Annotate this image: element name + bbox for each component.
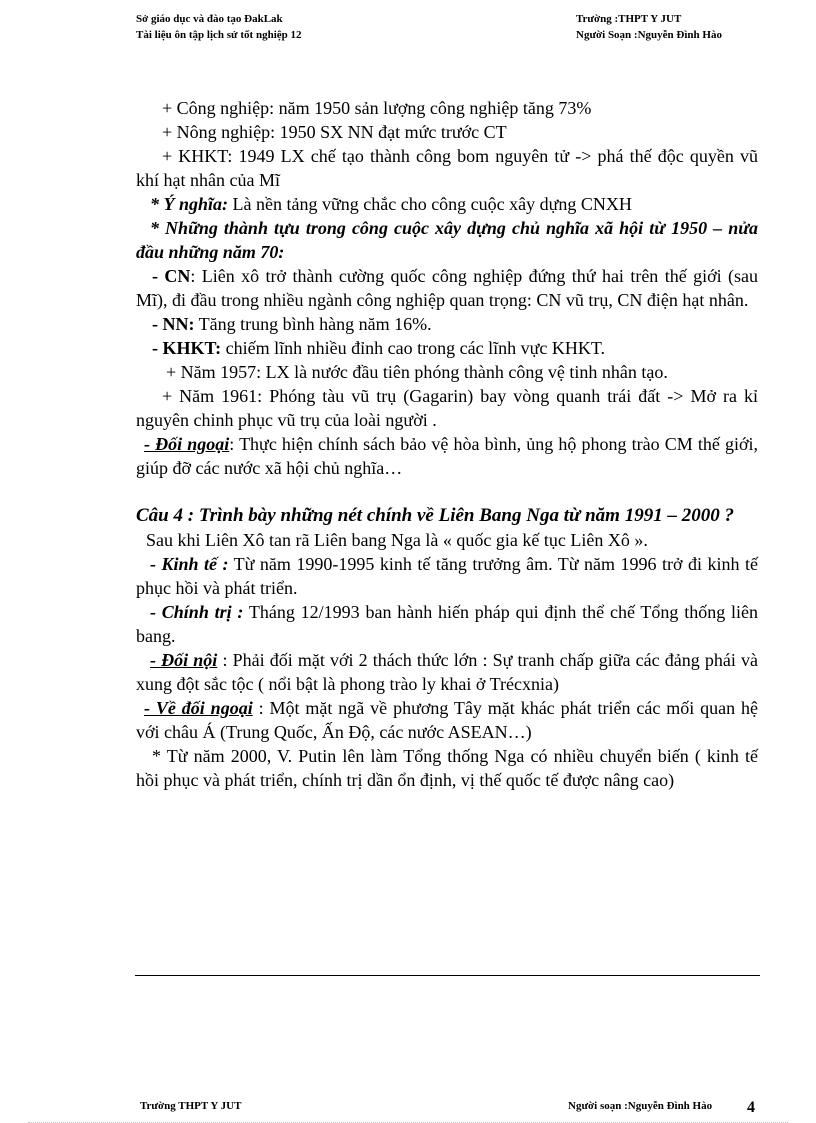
label-khkt: - KHKT: <box>152 338 222 358</box>
paragraph-1957: + Năm 1957: LX là nước đầu tiên phóng thành công vệ tinh nhân tạo. <box>166 362 668 382</box>
header-right <box>576 11 722 43</box>
label-foreign-relations: - Về đối ngoại <box>144 698 253 718</box>
paragraph-putin: * Từ năm 2000, V. Putin lên làm Tổng thống Nga có nhiều chuyển biến ( kinh tế hồi phục và phát triển, chính trị dần ổn định, vị thế quốc tế được nâng cao) <box>136 746 758 790</box>
heading-achievements: * Những thành tựu trong công cuộc xây dựng chủ nghĩa xã hội từ 1950 – nửa đầu những năm 70: <box>136 218 758 262</box>
label-significance: * Ý nghĩa: <box>150 194 229 214</box>
paragraph-science-1949: + KHKT: 1949 LX chế tạo thành công bom nguyên tử -> phá thế độc quyền vũ khí hạt nhân của Mĩ <box>136 146 758 190</box>
paragraph-foreign-relations <box>136 696 758 744</box>
text-politics: Tháng 12/1993 ban hành hiến pháp qui định thể chế Tổng thống liên bang. <box>136 602 758 646</box>
text-foreign-policy: : Thực hiện chính sách bảo vệ hòa bình, ủng hộ phong trào CM thế giới, giúp đỡ các nước xã hội chủ nghĩa… <box>136 434 758 478</box>
text-khkt: chiếm lĩnh nhiều đỉnh cao trong các lĩnh vực KHKT. <box>221 338 605 358</box>
page-number: 4 <box>747 1099 755 1116</box>
paragraph-industry: + Công nghiệp: năm 1950 sản lượng công nghiệp tăng 73% <box>162 98 592 118</box>
paragraph-domestic <box>136 648 758 696</box>
paragraph-spacer <box>136 480 758 504</box>
paragraph-khkt <box>136 336 758 360</box>
header-department: Sở giáo dục và đào tạo ĐakLak <box>136 13 283 25</box>
text-significance: Là nền tảng vững chắc cho công cuộc xây dựng CNXH <box>228 194 632 214</box>
header-author: Người Soạn :Nguyễn Đình Hào <box>576 29 722 41</box>
text-cn: : Liên xô trở thành cường quốc công nghiệp đứng thứ hai trên thế giới (sau Mĩ), đi đầu trong nhiều ngành công nghiệp quan trọng: CN vũ trụ, CN điện hạt nhân. <box>136 266 758 310</box>
paragraph-significance <box>136 192 758 216</box>
label-nn: - NN: <box>152 314 195 334</box>
page-body <box>136 96 758 792</box>
label-cn: - CN <box>152 266 191 286</box>
paragraph-economy <box>136 552 758 600</box>
paragraph-politics <box>136 600 758 648</box>
label-foreign-policy: - Đối ngoại <box>144 434 230 454</box>
label-economy: - Kinh tế : <box>150 554 229 574</box>
text-foreign-relations: : Một mặt ngã về phương Tây mặt khác phát triển các mối quan hệ với châu Á (Trung Quốc, Ấn Độ, các nước ASEAN…) <box>136 698 758 742</box>
footer-divider <box>135 975 760 976</box>
paragraph-nn <box>136 312 758 336</box>
header-document-title: Tài liệu ôn tập lịch sử tốt nghiệp 12 <box>136 29 302 41</box>
header-school: Trường :THPT Y JUT <box>576 13 682 25</box>
label-domestic: - Đối nội <box>150 650 218 670</box>
question-4-heading: Câu 4 : Trình bày những nét chính về Liên Bang Nga từ năm 1991 – 2000 ? <box>136 505 734 526</box>
paragraph-cn <box>136 264 758 312</box>
paragraph-agriculture: + Nông nghiệp: 1950 SX NN đạt mức trước CT <box>162 122 507 142</box>
paragraph-russia-intro: Sau khi Liên Xô tan rã Liên bang Nga là « quốc gia kế tục Liên Xô ». <box>146 530 648 550</box>
text-nn: Tăng trung bình hàng năm 16%. <box>194 314 432 334</box>
footer-author: Người soạn :Nguyễn Đình Hào <box>568 1100 713 1112</box>
text-domestic: : Phải đối mặt với 2 thách thức lớn : Sự tranh chấp giữa các đảng phái và xung đột sắc tộc ( nổi bật là phong trào ly khai ở Trécxnia) <box>136 650 758 694</box>
paragraph-1961: + Năm 1961: Phóng tàu vũ trụ (Gagarin) bay vòng quanh trái đất -> Mở ra kỉ nguyên chinh phục vũ trụ của loài người . <box>136 386 758 430</box>
paragraph-foreign-policy <box>136 432 758 480</box>
footer-school: Trường THPT Y JUT <box>140 1100 242 1112</box>
header-left <box>136 11 302 43</box>
text-economy: Từ năm 1990-1995 kinh tế tăng trưởng âm. Từ năm 1996 trở đi kinh tế phục hồi và phát triển. <box>136 554 758 598</box>
label-politics: - Chính trị : <box>150 602 244 622</box>
